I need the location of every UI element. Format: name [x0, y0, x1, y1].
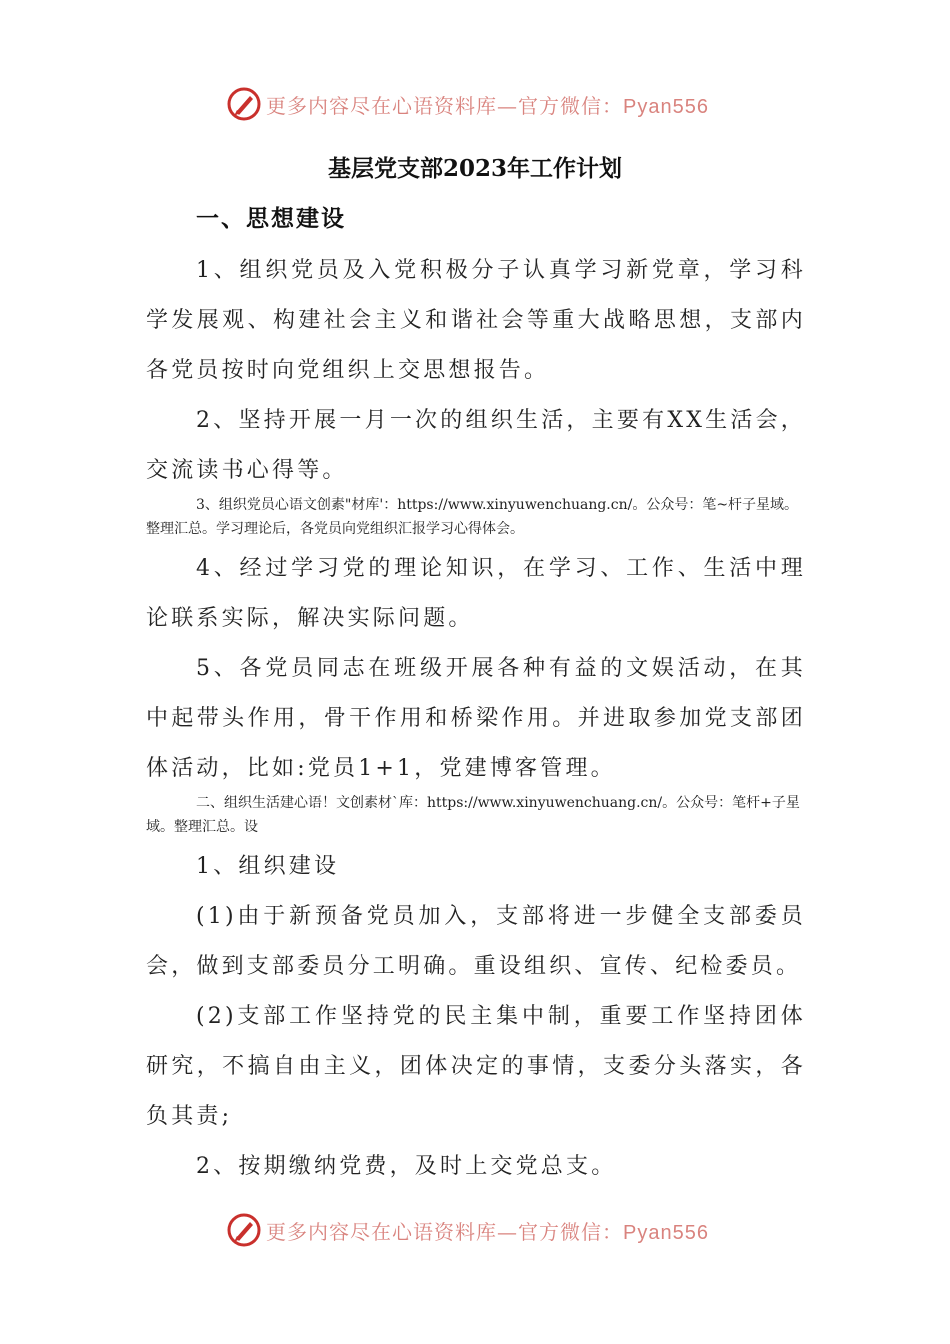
page-title: 基层党支部2023年工作计划: [327, 155, 622, 182]
paragraph-2: 2、坚持开展一月一次的组织生活，主要有XX生活会，交流读书心得等。: [146, 408, 806, 483]
paragraph-9: (2)支部工作坚持党的民主集中制，重要工作坚持团体研究，不搞自由主义，团体决定的事情，支委分头落实，各负其责;: [146, 1004, 806, 1129]
section-heading-1: 一、思想建设: [196, 205, 346, 232]
wechat-id: Pyan556: [623, 1221, 709, 1244]
paragraph-10: 2、按期缴纳党费，及时上交党总支。: [196, 1154, 617, 1179]
pen-logo-icon: [226, 1212, 262, 1248]
paragraph-4: 4、经过学习党的理论知识，在学习、工作、生活中理论联系实际，解决实际问题。: [146, 556, 806, 631]
paragraph-8: (1)由于新预备党员加入，支部将进一步健全支部委员会，做到支部委员分工明确。重设组织、宣传、纪检委员。: [146, 904, 806, 979]
footer-banner: [226, 1210, 746, 1250]
banner-text: 更多内容尽在心语资料库—官方微信：Pyan556: [266, 93, 709, 118]
paragraph-3-small: 3、组织党员心语文创素"材库'：https://www.xinyuwenchuang.cn/。公众号：笔~杆子星域。整理汇总。学习理论后，各党员向党组织汇报学习心得体会。: [146, 497, 799, 537]
wechat-id: Pyan556: [623, 95, 709, 118]
header-banner: [226, 84, 746, 124]
paragraph-1: 1、组织党员及入党积极分子认真学习新党章，学习科学发展观、构建社会主义和谐社会等重大战略思想，支部内各党员按时向党组织上交思想报告。: [146, 258, 806, 383]
paragraph-7: 1、组织建设: [196, 854, 340, 879]
pen-logo-icon: [226, 86, 262, 122]
paragraph-5: 5、各党员同志在班级开展各种有益的文娱活动，在其中起带头作用，骨干作用和桥梁作用。并进取参加党支部团体活动，比如:党员1+1，党建博客管理。: [146, 656, 806, 781]
paragraph-6-small: 二、组织生活建心语！文创素材`库：https://www.xinyuwenchuang.cn/。公众号：笔杆+子星域。整理汇总。设: [146, 795, 800, 835]
banner-text: 更多内容尽在心语资料库—官方微信：Pyan556: [266, 1219, 709, 1244]
